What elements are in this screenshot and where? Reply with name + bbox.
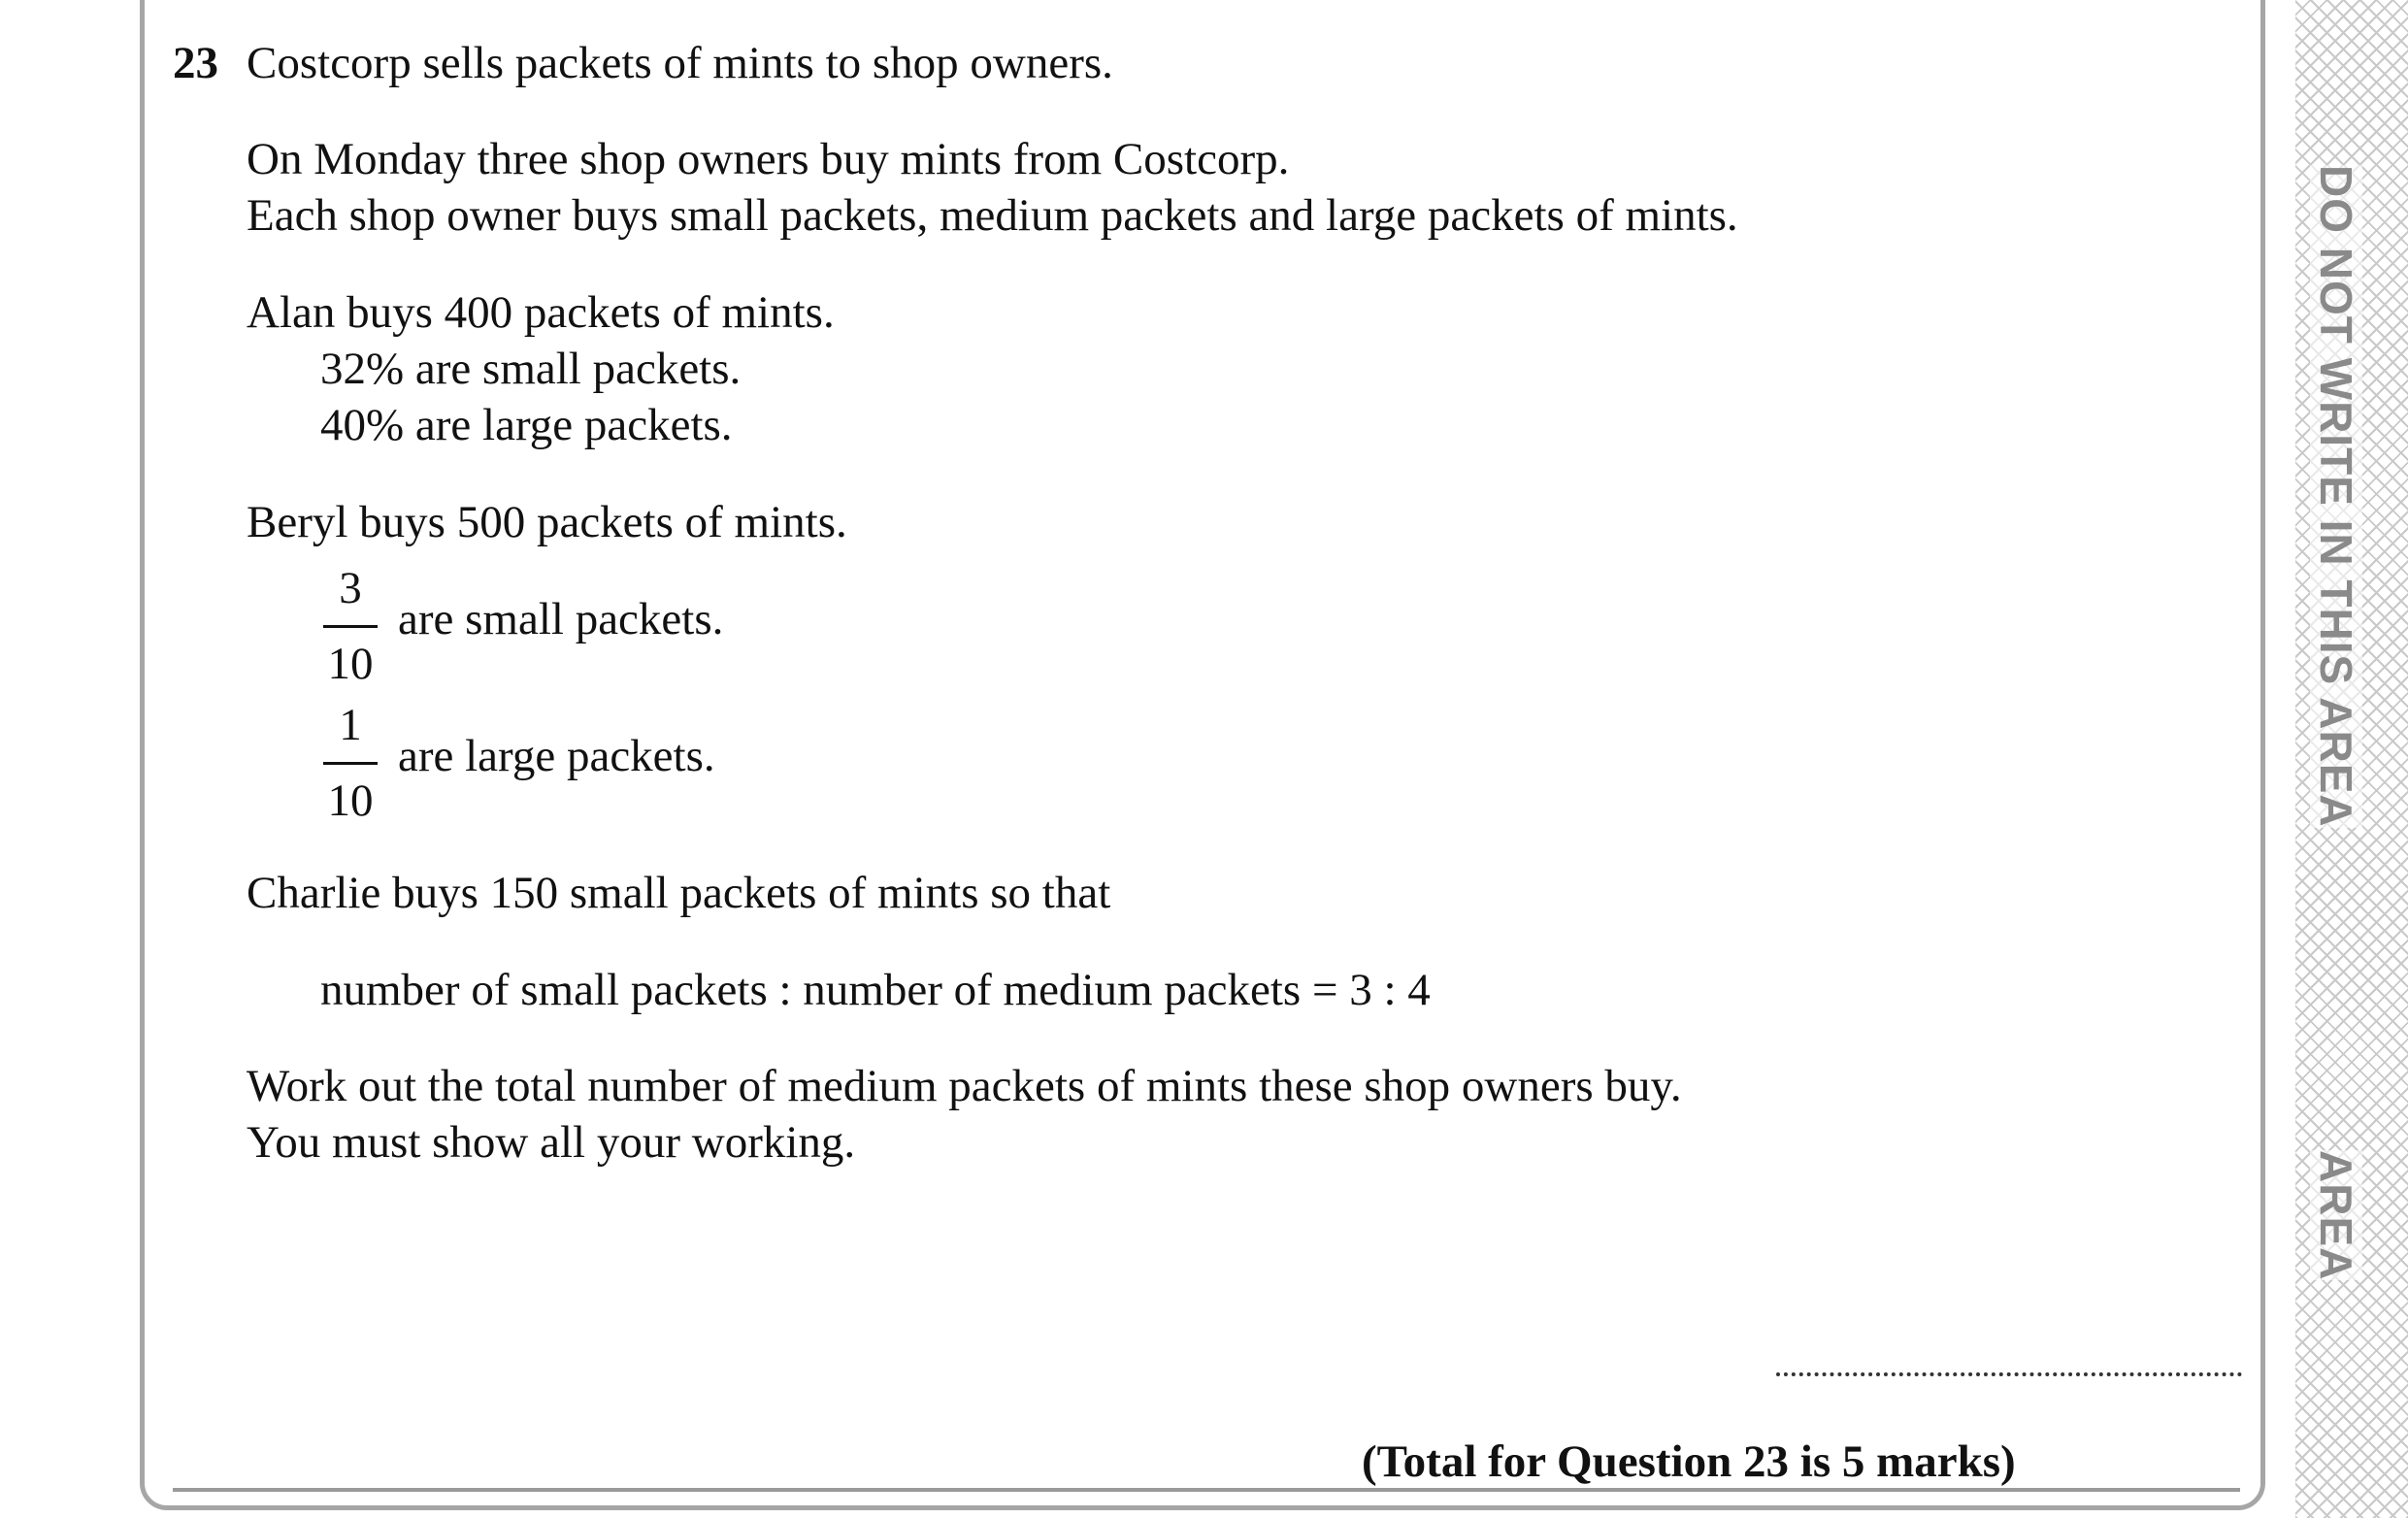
bottom-rule (173, 1488, 2240, 1492)
task-line-1: Work out the total number of medium packets of mints these shop owners buy. (247, 1061, 1682, 1111)
fraction-large-denominator: 10 (327, 776, 374, 826)
question-number: 23 (173, 38, 218, 88)
alan-small: 32% are small packets. (320, 344, 742, 394)
fraction-bar (323, 625, 378, 628)
monday-line-1: On Monday three shop owners buy mints from Costcorp. (247, 134, 1290, 184)
task-line-2: You must show all your working. (247, 1117, 856, 1168)
fraction-small-denominator: 10 (327, 639, 374, 689)
answer-line[interactable] (1776, 1372, 2242, 1376)
fraction-large-numerator: 1 (339, 700, 362, 750)
beryl-small-text: are small packets. (398, 594, 724, 644)
monday-line-2: Each shop owner buys small packets, medium packets and large packets of mints. (247, 190, 1738, 241)
question-intro: Costcorp sells packets of mints to shop owners. (247, 38, 1113, 88)
charlie-intro: Charlie buys 150 small packets of mints so that (247, 868, 1111, 918)
beryl-intro: Beryl buys 500 packets of mints. (247, 497, 847, 547)
total-marks: (Total for Question 23 is 5 marks) (1362, 1436, 2016, 1487)
margin-warning-lower: AREA (2311, 1150, 2361, 1281)
fraction-bar (323, 762, 378, 765)
alan-intro: Alan buys 400 packets of mints. (247, 287, 835, 338)
fraction-large (323, 700, 378, 826)
margin-warning-upper: DO NOT WRITE IN THIS AREA (2311, 165, 2361, 828)
fraction-small (323, 563, 378, 689)
fraction-small-numerator: 3 (339, 563, 362, 613)
beryl-large-text: are large packets. (398, 731, 715, 781)
ratio-statement: number of small packets : number of medium packets = 3 : 4 (320, 965, 1431, 1015)
alan-large: 40% are large packets. (320, 400, 733, 450)
